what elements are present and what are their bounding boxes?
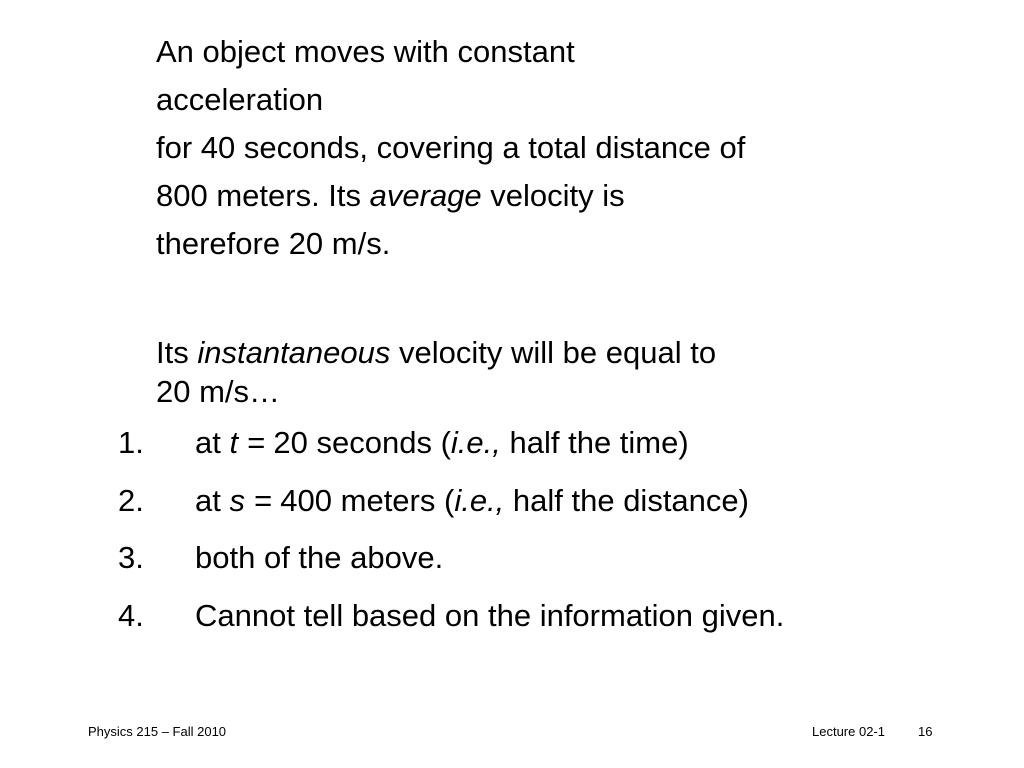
- choice-text-part: half the distance): [504, 482, 749, 518]
- choice-number: 3.: [118, 540, 144, 575]
- choice-text: [195, 472, 749, 530]
- question-line: 20 m/s…: [156, 374, 281, 409]
- emphasis-instantaneous: instantaneous: [197, 335, 391, 370]
- choice-number: 1.: [118, 425, 144, 460]
- question-line: [156, 172, 926, 220]
- choice-number: 2.: [118, 482, 144, 518]
- choice-text-part: 20 seconds (: [264, 425, 451, 460]
- choice-text: both of the above.: [195, 540, 444, 575]
- variable-t: t =: [229, 425, 265, 460]
- choice-text-part: half the time): [500, 425, 689, 460]
- question-line-text: for 40 seconds, covering a total distance of: [156, 130, 746, 165]
- question-line: [156, 124, 926, 172]
- question-line-text: Its: [156, 335, 198, 370]
- question-line-text: velocity will be equal to: [390, 335, 717, 370]
- choice-text-part: 400 meters (: [271, 482, 455, 518]
- footer-page-number: 16: [918, 724, 933, 739]
- choice-text: [195, 414, 689, 472]
- question-line: [156, 329, 926, 377]
- question-text: [156, 28, 926, 407]
- question-line: An object moves with constant: [156, 34, 575, 69]
- question-line-text: velocity is: [481, 178, 625, 213]
- choice-number: 4.: [118, 597, 144, 633]
- variable-s: s =: [229, 482, 272, 518]
- choice-text-part: at: [195, 482, 230, 518]
- emphasis-average: average: [369, 178, 482, 213]
- question-line-text: 800 meters. Its: [156, 178, 370, 213]
- paragraph-gap: [156, 268, 926, 329]
- footer-course: Physics 215 – Fall 2010: [88, 724, 227, 739]
- ie-abbrev: i.e.,: [450, 425, 501, 460]
- ie-abbrev: i.e.,: [454, 482, 505, 518]
- question-line: therefore 20 m/s.: [156, 226, 391, 261]
- question-line: acceleration: [156, 82, 324, 117]
- choice-text: Cannot tell based on the information given.: [195, 597, 785, 633]
- choice-text-part: at: [195, 425, 230, 460]
- footer-lecture: Lecture 02-1: [812, 724, 885, 739]
